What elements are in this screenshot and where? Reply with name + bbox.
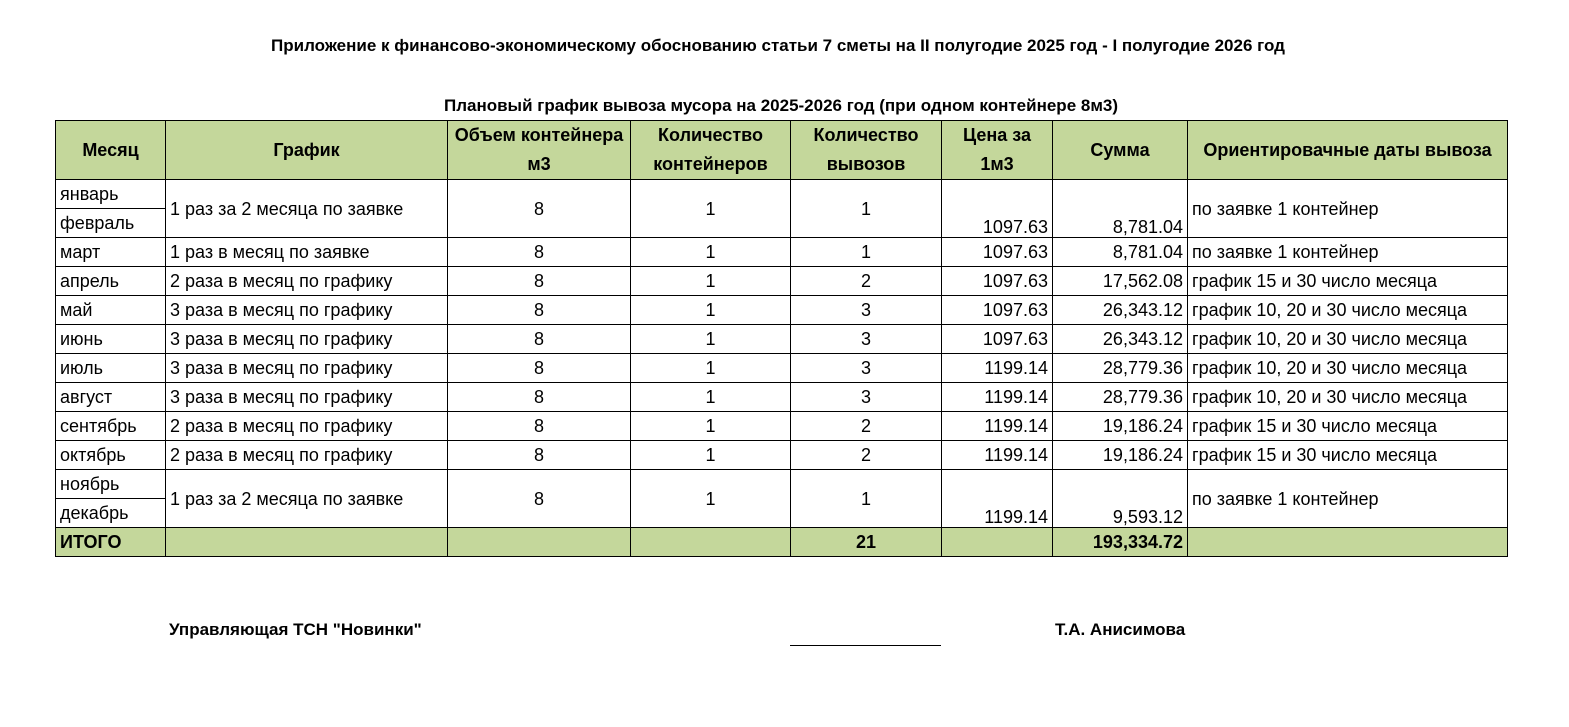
- dates-cell: по заявке 1 контейнер: [1188, 238, 1508, 267]
- table-row: [56, 325, 1508, 354]
- schedule-cell: 3 раза в месяц по графику: [166, 296, 448, 325]
- month-cell: сентябрь: [56, 412, 166, 441]
- volume-cell: 8: [448, 354, 631, 383]
- containers-cell: 1: [631, 441, 791, 470]
- dates-cell: график 15 и 30 число месяца: [1188, 412, 1508, 441]
- dates-cell: график 10, 20 и 30 число месяца: [1188, 325, 1508, 354]
- sum-cell: 8,781.04: [1053, 238, 1188, 267]
- price-cell: 1199.14: [942, 383, 1053, 412]
- schedule-cell: 1 раз за 2 месяца по заявке: [166, 470, 448, 528]
- month-cell: ноябрь: [56, 470, 166, 499]
- total-label: ИТОГО: [56, 528, 166, 557]
- total-removals: 21: [791, 528, 942, 557]
- header-containers: Количество контейнеров: [631, 121, 791, 180]
- containers-cell: 1: [631, 354, 791, 383]
- price-cell: 1097.63: [942, 180, 1053, 238]
- schedule-cell: 2 раза в месяц по графику: [166, 267, 448, 296]
- header-volume: Объем контейнера м3: [448, 121, 631, 180]
- sum-cell: 26,343.12: [1053, 296, 1188, 325]
- dates-cell: график 15 и 30 число месяца: [1188, 441, 1508, 470]
- volume-cell: 8: [448, 180, 631, 238]
- dates-cell: график 10, 20 и 30 число месяца: [1188, 296, 1508, 325]
- signature-line: [790, 645, 941, 646]
- containers-cell: 1: [631, 296, 791, 325]
- total-empty-cell: [166, 528, 448, 557]
- price-cell: 1097.63: [942, 325, 1053, 354]
- price-cell: 1199.14: [942, 441, 1053, 470]
- month-cell: июнь: [56, 325, 166, 354]
- table-header-row: [56, 121, 1508, 180]
- sum-cell: 19,186.24: [1053, 412, 1188, 441]
- schedule-cell: 1 раз в месяц по заявке: [166, 238, 448, 267]
- sum-cell: 17,562.08: [1053, 267, 1188, 296]
- total-empty-cell: [942, 528, 1053, 557]
- containers-cell: 1: [631, 180, 791, 238]
- month-cell: апрель: [56, 267, 166, 296]
- table-row: [56, 296, 1508, 325]
- removals-cell: 3: [791, 325, 942, 354]
- containers-cell: 1: [631, 325, 791, 354]
- table-row: [56, 441, 1508, 470]
- header-schedule: График: [166, 121, 448, 180]
- table-row: [56, 470, 1508, 499]
- table-row: [56, 412, 1508, 441]
- schedule-cell: 3 раза в месяц по графику: [166, 354, 448, 383]
- containers-cell: 1: [631, 412, 791, 441]
- volume-cell: 8: [448, 296, 631, 325]
- removals-cell: 1: [791, 238, 942, 267]
- removals-cell: 3: [791, 296, 942, 325]
- volume-cell: 8: [448, 325, 631, 354]
- month-cell: декабрь: [56, 499, 166, 528]
- price-cell: 1199.14: [942, 354, 1053, 383]
- document-subtitle: Плановый график вывоза мусора на 2025-2026 год (при одном контейнере 8м3): [443, 96, 1119, 115]
- schedule-cell: 2 раза в месяц по графику: [166, 412, 448, 441]
- containers-cell: 1: [631, 470, 791, 528]
- schedule-table: [55, 120, 1508, 557]
- removals-cell: 3: [791, 383, 942, 412]
- sum-cell: 28,779.36: [1053, 354, 1188, 383]
- header-dates: Ориентировачные даты вывоза: [1188, 121, 1508, 180]
- sum-cell: 28,779.36: [1053, 383, 1188, 412]
- removals-cell: 2: [791, 412, 942, 441]
- removals-cell: 3: [791, 354, 942, 383]
- volume-cell: 8: [448, 238, 631, 267]
- schedule-cell: 1 раз за 2 месяца по заявке: [166, 180, 448, 238]
- header-removals: Количество вывозов: [791, 121, 942, 180]
- removals-cell: 1: [791, 180, 942, 238]
- month-cell: май: [56, 296, 166, 325]
- volume-cell: 8: [448, 412, 631, 441]
- removals-cell: 2: [791, 267, 942, 296]
- header-sum: Сумма: [1053, 121, 1188, 180]
- month-cell: февраль: [56, 209, 166, 238]
- dates-cell: по заявке 1 контейнер: [1188, 180, 1508, 238]
- total-empty-cell: [631, 528, 791, 557]
- volume-cell: 8: [448, 383, 631, 412]
- header-price: Цена за 1м3: [942, 121, 1053, 180]
- schedule-cell: 3 раза в месяц по графику: [166, 383, 448, 412]
- price-cell: 1199.14: [942, 470, 1053, 528]
- month-cell: январь: [56, 180, 166, 209]
- volume-cell: 8: [448, 470, 631, 528]
- sum-cell: 19,186.24: [1053, 441, 1188, 470]
- table-row: [56, 267, 1508, 296]
- sum-cell: 9,593.12: [1053, 470, 1188, 528]
- header-month: Месяц: [56, 121, 166, 180]
- dates-cell: график 10, 20 и 30 число месяца: [1188, 383, 1508, 412]
- document-title: Приложение к финансово-экономическому обоснованию статьи 7 сметы на II полугодие 2025 год - I полугодие 2026 год: [271, 36, 1285, 55]
- signature-position: Управляющая ТСН "Новинки": [169, 620, 422, 639]
- schedule-cell: 3 раза в месяц по графику: [166, 325, 448, 354]
- table-row: [56, 180, 1508, 209]
- price-cell: 1097.63: [942, 296, 1053, 325]
- price-cell: 1199.14: [942, 412, 1053, 441]
- table-row: [56, 238, 1508, 267]
- containers-cell: 1: [631, 267, 791, 296]
- total-row: [56, 528, 1508, 557]
- table-row: [56, 383, 1508, 412]
- dates-cell: график 10, 20 и 30 число месяца: [1188, 354, 1508, 383]
- removals-cell: 2: [791, 441, 942, 470]
- price-cell: 1097.63: [942, 238, 1053, 267]
- removals-cell: 1: [791, 470, 942, 528]
- dates-cell: по заявке 1 контейнер: [1188, 470, 1508, 528]
- month-cell: август: [56, 383, 166, 412]
- sum-cell: 26,343.12: [1053, 325, 1188, 354]
- month-cell: июль: [56, 354, 166, 383]
- schedule-cell: 2 раза в месяц по графику: [166, 441, 448, 470]
- containers-cell: 1: [631, 238, 791, 267]
- signature-name: Т.А. Анисимова: [1055, 620, 1186, 639]
- price-cell: 1097.63: [942, 267, 1053, 296]
- total-sum: 193,334.72: [1053, 528, 1188, 557]
- dates-cell: график 15 и 30 число месяца: [1188, 267, 1508, 296]
- table-row: [56, 354, 1508, 383]
- month-cell: октябрь: [56, 441, 166, 470]
- sum-cell: 8,781.04: [1053, 180, 1188, 238]
- month-cell: март: [56, 238, 166, 267]
- total-empty-cell: [1188, 528, 1508, 557]
- containers-cell: 1: [631, 383, 791, 412]
- volume-cell: 8: [448, 441, 631, 470]
- volume-cell: 8: [448, 267, 631, 296]
- total-empty-cell: [448, 528, 631, 557]
